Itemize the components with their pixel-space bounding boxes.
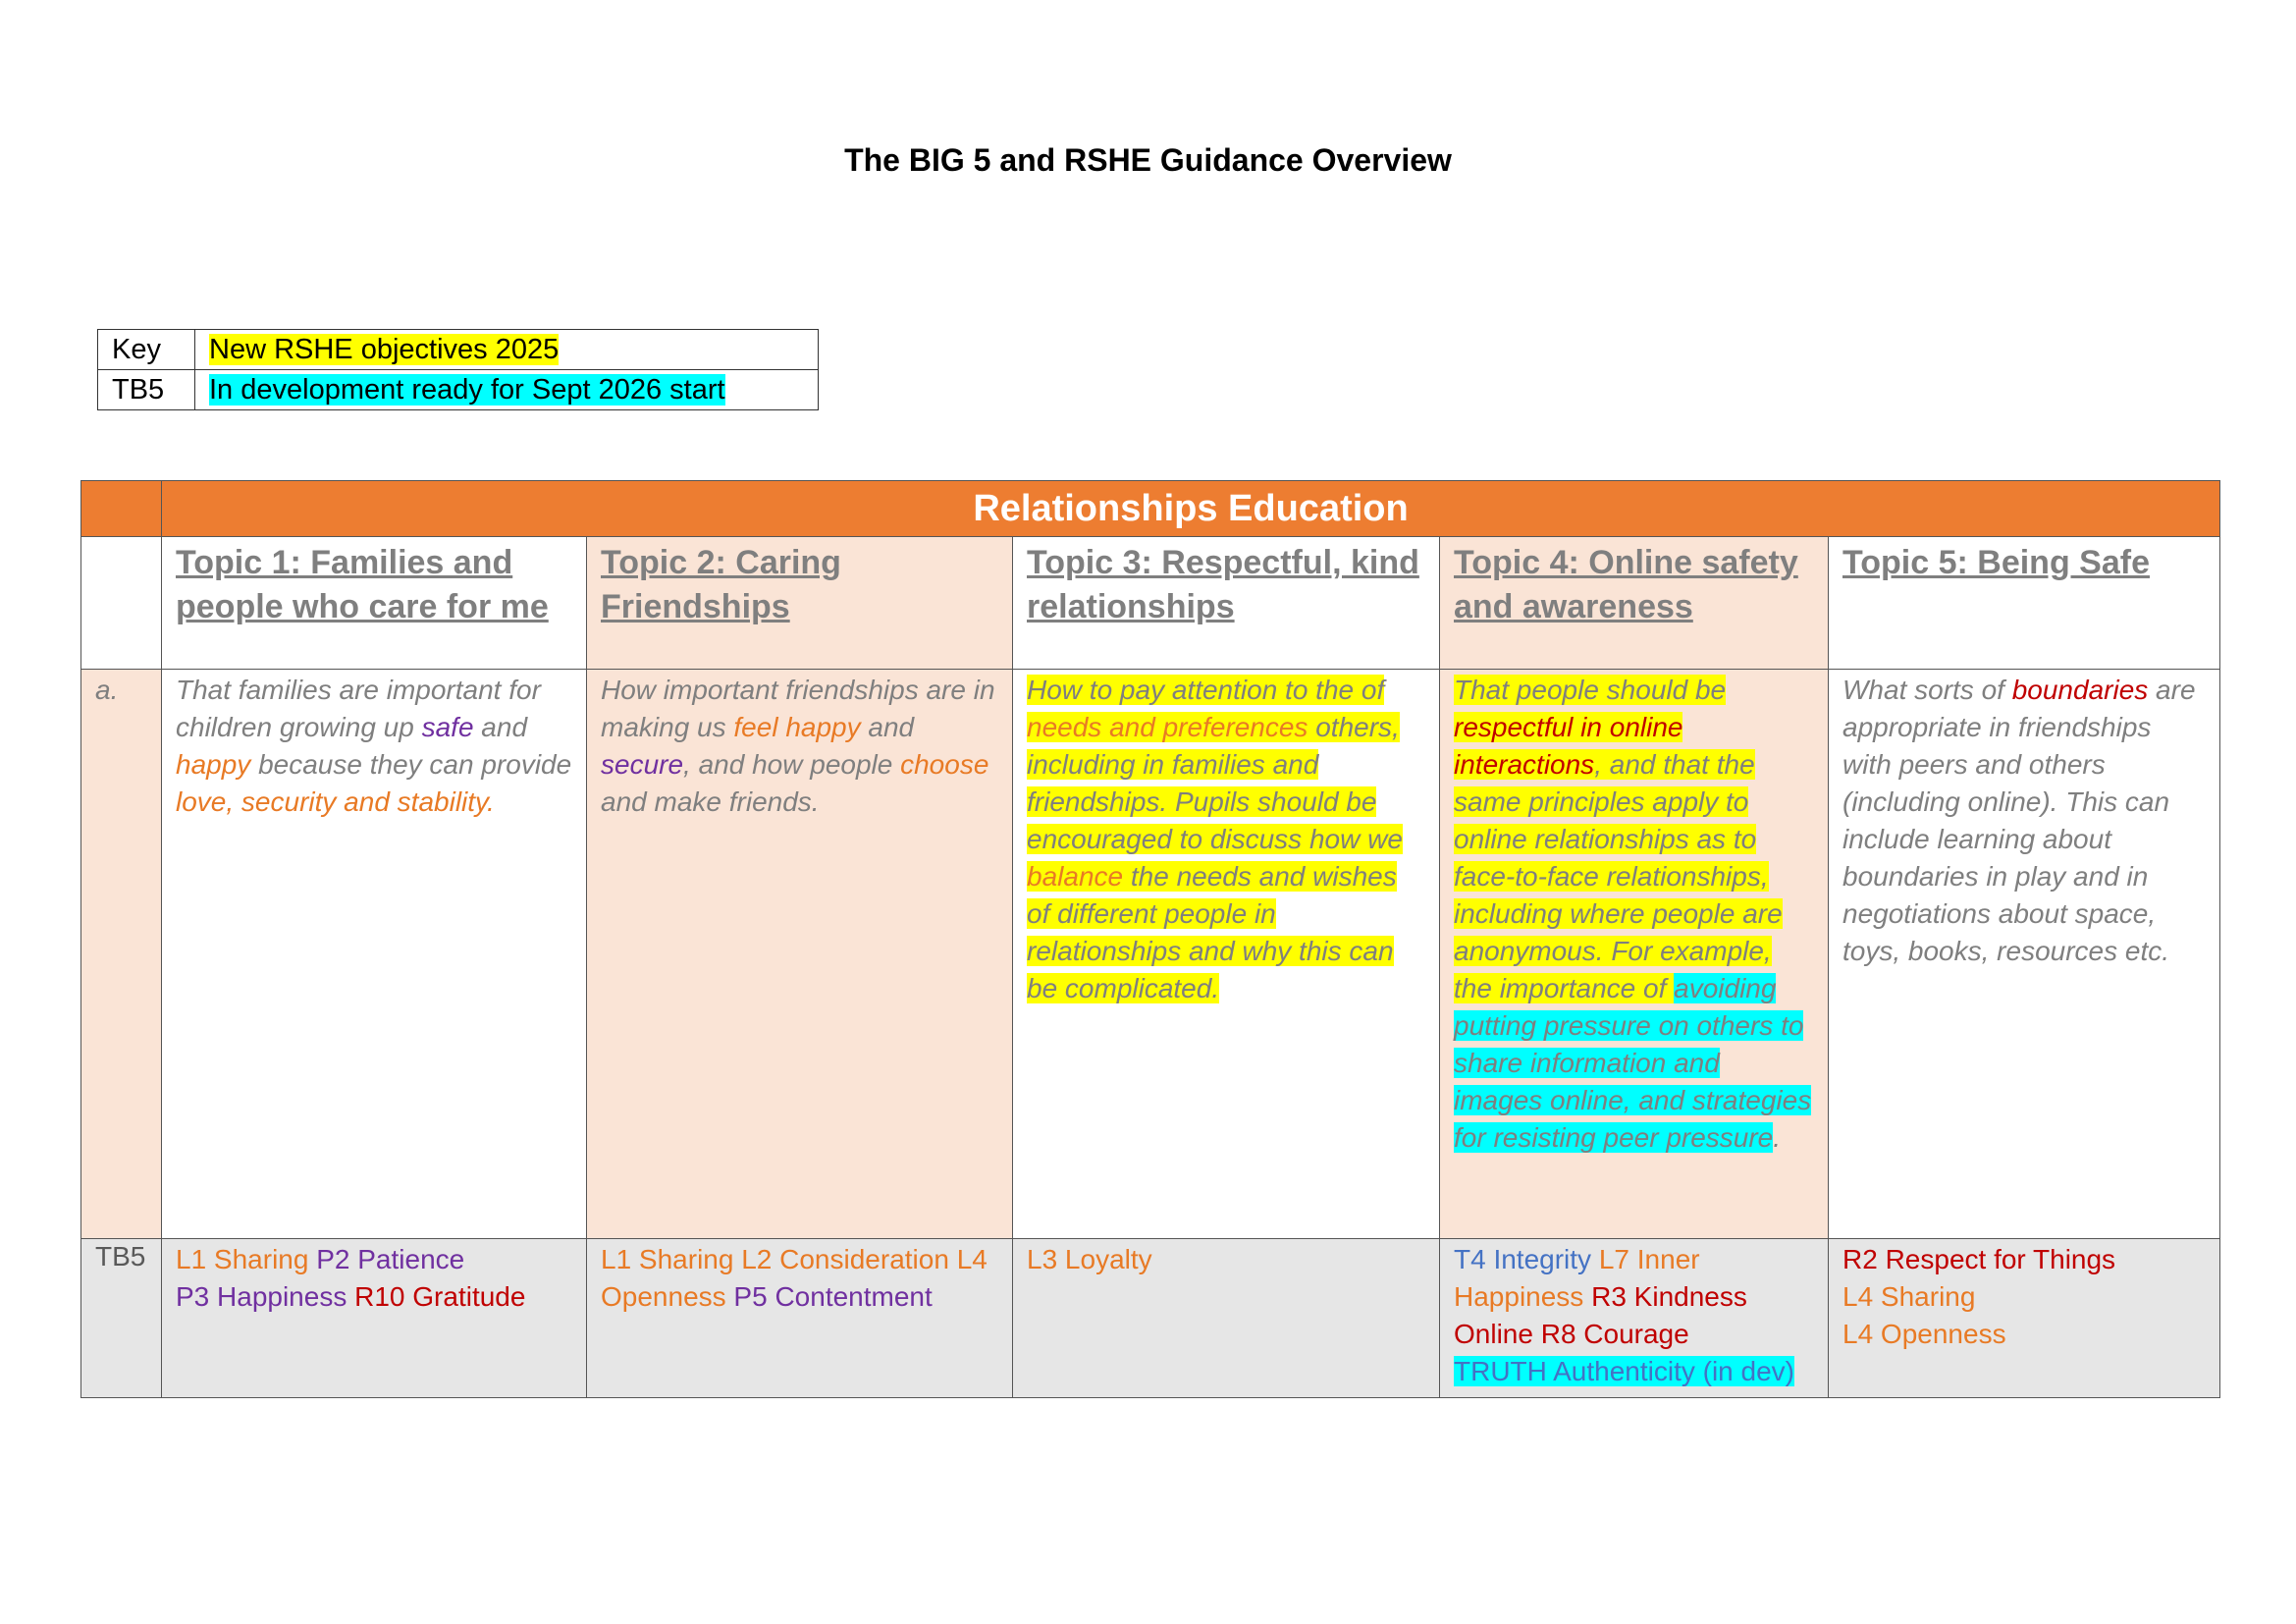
value-tag: L4 Openness xyxy=(1842,1319,2006,1349)
topic-3-objective xyxy=(1013,670,1440,1239)
value-tag: R2 Respect for Things xyxy=(1842,1244,2116,1274)
topic-5-objective xyxy=(1829,670,2220,1239)
tb5-topic-5 xyxy=(1829,1239,2220,1398)
topic-header xyxy=(1829,537,2220,670)
text: and make friends. xyxy=(601,786,820,817)
banner-row xyxy=(81,481,2220,537)
key-label: Key xyxy=(98,330,195,370)
topic-5-title[interactable]: Topic 5: Being Safe xyxy=(1842,544,2150,581)
text: safe xyxy=(421,712,474,742)
topic-4-objective xyxy=(1440,670,1829,1239)
text: happy xyxy=(176,749,251,780)
key-yellow-text: New RSHE objectives 2025 xyxy=(209,333,560,365)
key-table xyxy=(97,329,819,410)
text: secure xyxy=(601,749,684,780)
value-tag: L1 Sharing xyxy=(601,1244,734,1274)
value-tag: R3 Kindness Online xyxy=(1454,1281,1747,1349)
text: avoiding putting pressure on others to share information and images online, and strategies for resisting peer pressure xyxy=(1454,973,1812,1153)
text: How important friendships are in making us xyxy=(601,675,995,742)
text: . xyxy=(486,786,495,817)
value-tag: L7 Inner Happiness xyxy=(1454,1244,1700,1312)
text: What sorts of xyxy=(1842,675,2012,705)
value-tag: P3 Happiness xyxy=(176,1281,347,1312)
key-label: TB5 xyxy=(98,370,195,410)
topic-row xyxy=(81,537,2220,670)
topic-header xyxy=(587,537,1013,670)
value-tag: TRUTH Authenticity xyxy=(1454,1356,1695,1386)
topic-header xyxy=(1013,537,1440,670)
value-tag: L2 Consideration xyxy=(741,1244,949,1274)
topic-3-title[interactable]: Topic 3: Respectful, kind relationships xyxy=(1027,544,1419,625)
text: balance xyxy=(1027,861,1124,892)
value-tag: L4 Sharing xyxy=(1842,1281,1976,1312)
text: That families are important for children growing up xyxy=(176,675,541,742)
text: and xyxy=(473,712,528,742)
text: , and that the same principles apply to online relationships as to face-to-face relationships, including where people are anonymous. For example, the importance of xyxy=(1454,749,1783,1003)
text: the needs and wishes of different people in relationships and why this can be complicated. xyxy=(1027,861,1397,1003)
topic-4-title[interactable]: Topic 4: Online safety and awareness xyxy=(1454,544,1798,625)
key-row xyxy=(98,330,819,370)
text: , and how people xyxy=(683,749,901,780)
tb5-topic-2 xyxy=(587,1239,1013,1398)
value-tag: L3 Loyalty xyxy=(1027,1244,1152,1274)
text: and xyxy=(860,712,915,742)
text: needs and preferences xyxy=(1027,712,1308,742)
text: respectful in online interactions xyxy=(1454,712,1683,780)
key-row xyxy=(98,370,819,410)
topic-1-title[interactable]: Topic 1: Families and people who care for me xyxy=(176,544,549,625)
tb5-topic-4 xyxy=(1440,1239,1829,1398)
text: love, security and stability xyxy=(176,786,487,817)
key-cyan-text: In development ready for Sept 2026 start xyxy=(209,373,725,406)
topic-header xyxy=(162,537,587,670)
row-label: a. xyxy=(81,670,162,1239)
row-label: TB5 xyxy=(81,1239,162,1398)
value-tag: R8 Courage xyxy=(1540,1319,1689,1349)
value-tag: (in dev) xyxy=(1702,1356,1795,1386)
tb5-row xyxy=(81,1239,2220,1398)
text: boundaries xyxy=(2011,675,2149,705)
topic-header xyxy=(1440,537,1829,670)
tb5-topic-3 xyxy=(1013,1239,1440,1398)
text: feel happy xyxy=(733,712,861,742)
key-description xyxy=(195,330,819,370)
topic-2-title[interactable]: Topic 2: Caring Friendships xyxy=(601,544,841,625)
text: are appropriate in friendships with peers and others (including online). This can include learning about boundaries in play and in negotiations about space, toys, books, resources etc. xyxy=(1842,675,2196,966)
text: because they can provide xyxy=(250,749,572,780)
value-tag: R10 Gratitude xyxy=(354,1281,526,1312)
section-heading: Relationships Education xyxy=(162,481,2220,537)
text: choose xyxy=(900,749,989,780)
value-tag: L1 Sharing xyxy=(176,1244,309,1274)
value-tag: L4 Openness xyxy=(601,1244,988,1312)
banner-corner xyxy=(81,481,162,537)
value-tag: P5 Contentment xyxy=(733,1281,933,1312)
objective-row-a xyxy=(81,670,2220,1239)
relationships-table xyxy=(80,480,2220,1398)
topic-1-objective xyxy=(162,670,587,1239)
page-title: The BIG 5 and RSHE Guidance Overview xyxy=(844,142,1452,178)
key-description xyxy=(195,370,819,410)
text: . xyxy=(1773,1122,1782,1153)
tb5-topic-1 xyxy=(162,1239,587,1398)
text: How to pay attention to the of xyxy=(1027,675,1385,705)
value-tag: P2 Patience xyxy=(316,1244,465,1274)
text: others, including in families and friendships. Pupils should be encouraged to discuss how we xyxy=(1027,712,1403,854)
text: That people should be xyxy=(1454,675,1727,705)
topic-2-objective xyxy=(587,670,1013,1239)
topic-corner xyxy=(81,537,162,670)
value-tag: T4 Integrity xyxy=(1454,1244,1592,1274)
